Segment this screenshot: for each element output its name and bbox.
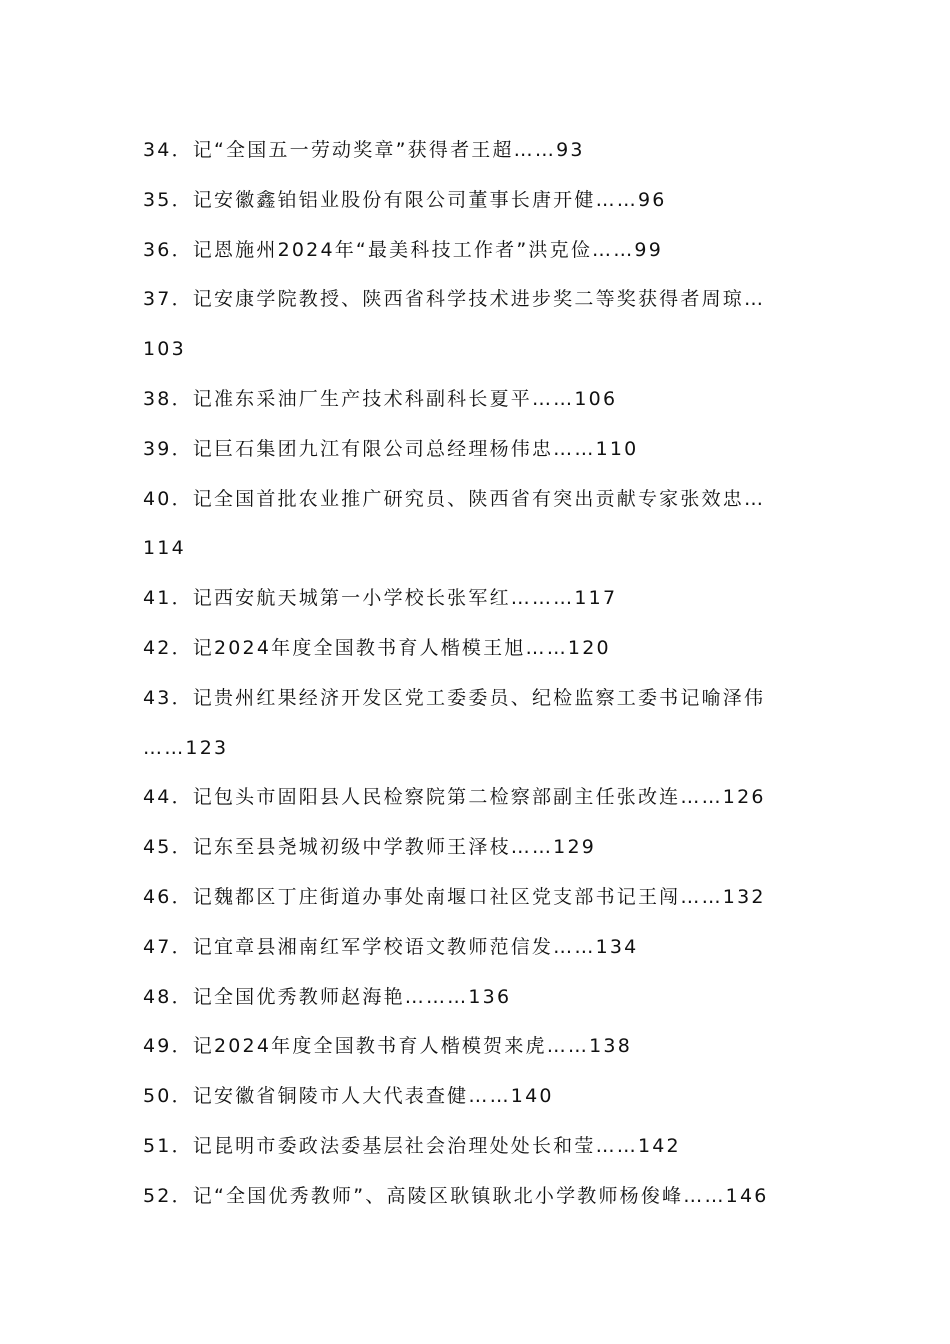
toc-line: 44．记包头市固阳县人民检察院第二检察部副主任张改连……126 — [143, 786, 766, 809]
toc-line: 52．记“全国优秀教师”、高陵区耿镇耿北小学教师杨俊峰……146 — [143, 1184, 769, 1207]
toc-line: 50．记安徽省铜陵市人大代表查健……140 — [143, 1085, 554, 1108]
toc-line: 46．记魏都区丁庄街道办事处南堰口社区党支部书记王闯……132 — [143, 885, 766, 908]
toc-line: 35．记安徽鑫铂铝业股份有限公司董事长唐开健……96 — [143, 188, 667, 211]
toc-line: 48．记全国优秀教师赵海艳………136 — [143, 985, 512, 1008]
toc-line-continuation: 103 — [143, 338, 186, 361]
toc-line-continuation: ……123 — [143, 736, 229, 759]
toc-line: 49．记2024年度全国教书育人楷模贺来虎……138 — [143, 1035, 632, 1058]
toc-line: 34．记“全国五一劳动奖章”获得者王超……93 — [143, 139, 585, 161]
toc-line: 37．记安康学院教授、陕西省科学技术进步奖二等奖获得者周琼… — [143, 288, 766, 311]
toc-line: 42．记2024年度全国教书育人楷模王旭……120 — [143, 636, 611, 659]
toc-line: 47．记宜章县湘南红军学校语文教师范信发……134 — [143, 935, 639, 958]
toc-line: 51．记昆明市委政法委基层社会治理处处长和莹……142 — [143, 1134, 681, 1157]
toc-line: 45．记东至县尧城初级中学教师王泽枝……129 — [143, 836, 597, 859]
toc-line: 40．记全国首批农业推广研究员、陕西省有突出贡献专家张效忠… — [143, 487, 766, 510]
table-of-contents — [143, 132, 813, 1228]
toc-line: 43．记贵州红果经济开发区党工委委员、纪检监察工委书记喻泽伟 — [143, 686, 766, 709]
toc-line: 36．记恩施州2024年“最美科技工作者”洪克俭……99 — [143, 238, 663, 261]
toc-line: 39．记巨石集团九江有限公司总经理杨伟忠……110 — [143, 437, 639, 460]
toc-line: 38．记准东采油厂生产技术科副科长夏平……106 — [143, 387, 618, 410]
toc-line-continuation: 114 — [143, 537, 186, 560]
toc-line: 41．记西安航天城第一小学校长张军红………117 — [143, 587, 618, 610]
